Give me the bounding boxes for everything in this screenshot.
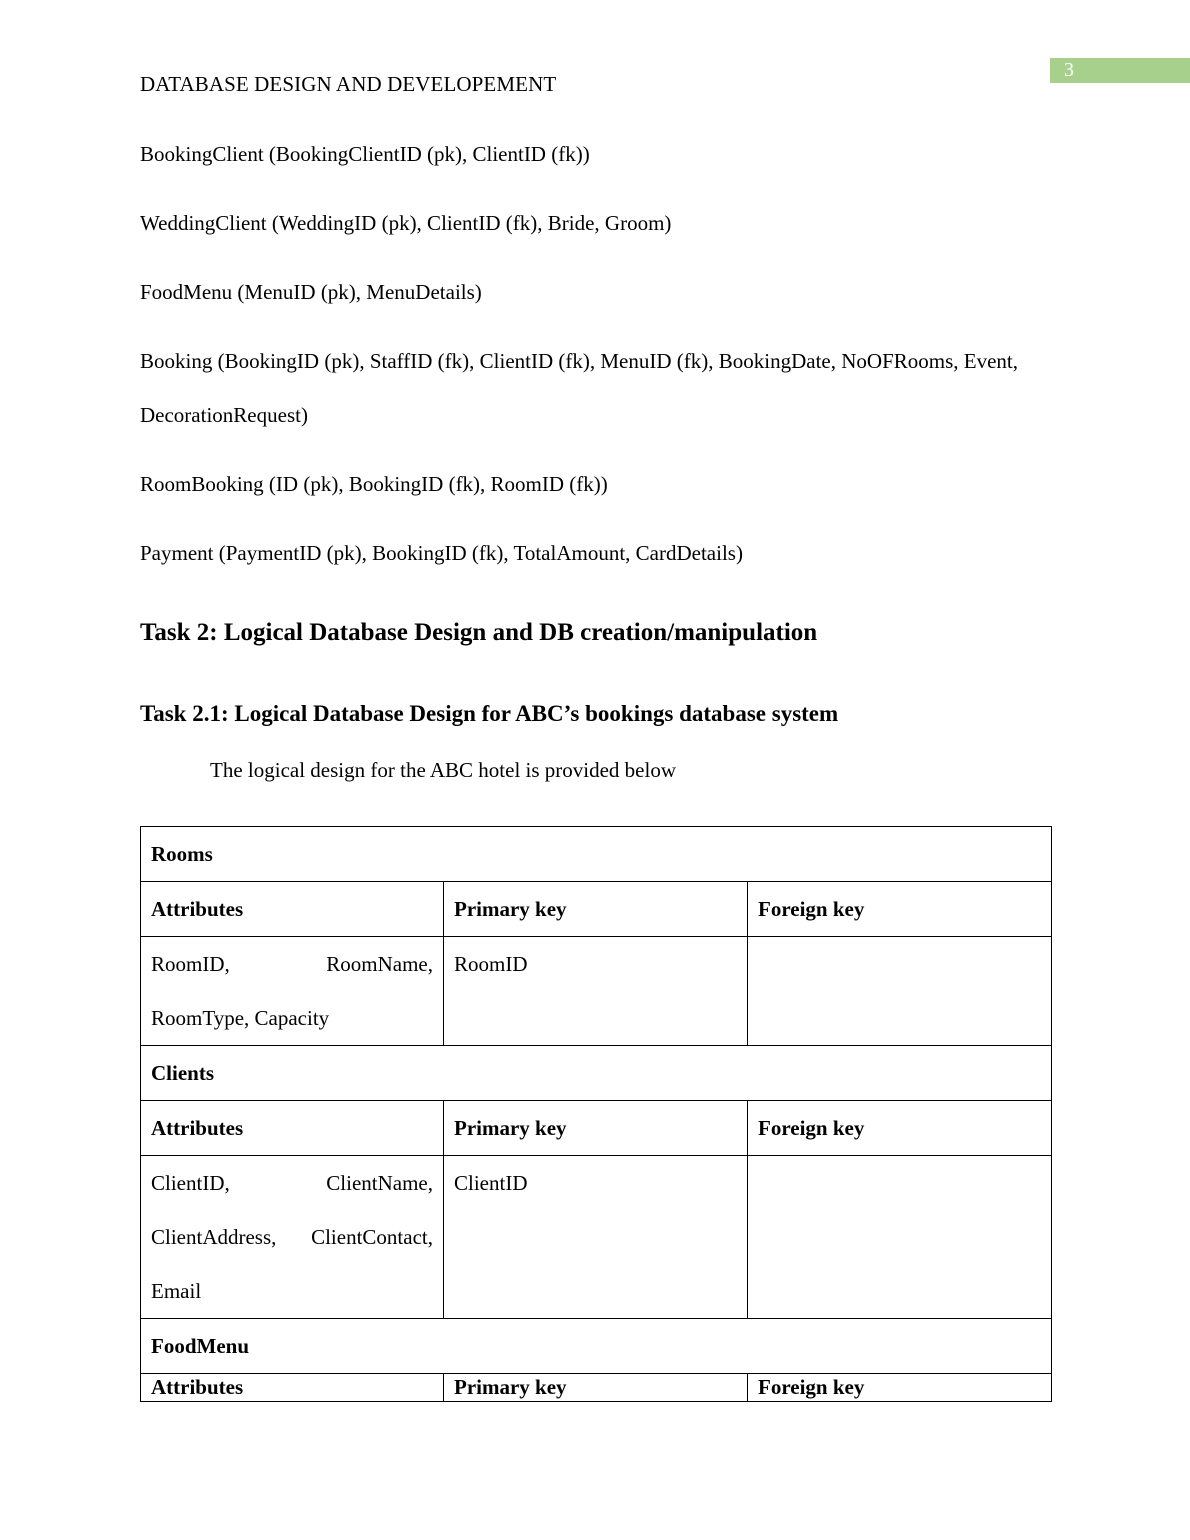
entity-name-foodmenu: FoodMenu [141,1319,1052,1374]
relation-roombooking: RoomBooking (ID (pk), BookingID (fk), RoomID (fk)) [140,472,608,496]
header-attributes: Attributes [141,1374,444,1402]
intro-text: The logical design for the ABC hotel is provided below [210,758,676,782]
column-header-row [141,1101,1052,1156]
header-foreign-key: Foreign key [748,1374,1052,1402]
rooms-attributes: RoomID, RoomName, RoomType, Capacity [141,937,444,1046]
task2-heading: Task 2: Logical Database Design and DB creation/manipulation [140,619,818,646]
relation-bookingclient: BookingClient (BookingClientID (pk), ClientID (fk)) [140,142,590,166]
entity-title-row [141,1046,1052,1101]
running-header: DATABASE DESIGN AND DEVELOPEMENT [140,72,557,96]
relation-foodmenu: FoodMenu (MenuID (pk), MenuDetails) [140,280,482,304]
column-header-row [141,882,1052,937]
column-header-row [141,1374,1052,1402]
rooms-primary-key: RoomID [444,937,748,1046]
header-primary-key: Primary key [444,882,748,937]
relation-weddingclient: WeddingClient (WeddingID (pk), ClientID (fk), Bride, Groom) [140,211,672,235]
task2-1-subheading: Task 2.1: Logical Database Design for ABC’s bookings database system [140,701,839,726]
relation-booking: Booking (BookingID (pk), StaffID (fk), ClientID (fk), MenuID (fk), BookingDate, NoOFRooms, Event, DecorationRequest) [140,349,1018,427]
page-number: 3 [1050,58,1190,83]
header-foreign-key: Foreign key [748,882,1052,937]
header-foreign-key: Foreign key [748,1101,1052,1156]
header-attributes: Attributes [141,882,444,937]
relation-payment: Payment (PaymentID (pk), BookingID (fk), TotalAmount, CardDetails) [140,541,743,565]
entity-title-row [141,827,1052,882]
rooms-foreign-key [748,937,1052,1046]
clients-attributes: ClientID, ClientName, ClientAddress, ClientContact, Email [141,1156,444,1319]
header-primary-key: Primary key [444,1101,748,1156]
entity-name-rooms: Rooms [141,827,1052,882]
clients-foreign-key [748,1156,1052,1319]
logical-design-table [140,826,1052,1402]
clients-primary-key: ClientID [444,1156,748,1319]
table-row [141,937,1052,1046]
table-row [141,1156,1052,1319]
header-primary-key: Primary key [444,1374,748,1402]
header-attributes: Attributes [141,1101,444,1156]
entity-name-clients: Clients [141,1046,1052,1101]
entity-title-row [141,1319,1052,1374]
